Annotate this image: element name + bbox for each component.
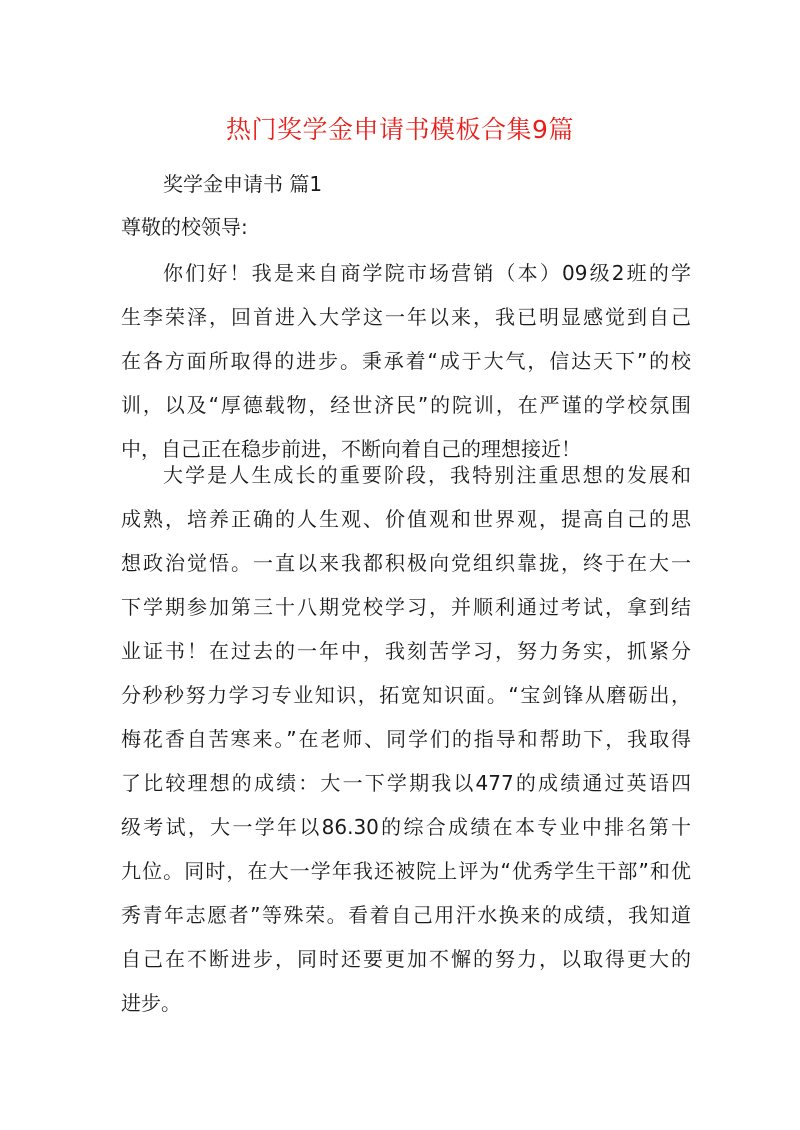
paragraph-line: 自己在不断进步，同时还要更加不懈的努力，以取得更大的: [121, 947, 691, 971]
paragraph-1: [121, 251, 691, 471]
paragraph-line: 你们好！我是来自商学院市场营销（本）09级2班的学: [163, 261, 691, 285]
paragraph-line: 成熟，培养正确的人生观、价值观和世界观，提高自己的思: [121, 507, 691, 531]
document-title: 热门奖学金申请书模板合集9篇: [226, 115, 574, 144]
paragraph-line: 中，自己正在稳步前进，不断向着自己的理想接近！: [121, 437, 581, 461]
paragraph-line: 分秒秒努力学习专业知识，拓宽知识面。“宝剑锋从磨砺出，: [121, 683, 691, 707]
section-heading: 奖学金申请书 篇1: [163, 172, 323, 196]
paragraph-line: 进步。: [121, 991, 181, 1015]
salutation: 尊敬的校领导:: [121, 215, 248, 239]
paragraph-line: 生李荣泽，回首进入大学这一年以来，我已明显感觉到自己: [121, 305, 691, 329]
paragraph-line: 大学是人生成长的重要阶段，我特别注重思想的发展和: [163, 463, 691, 487]
paragraph-line: 级考试，大一学年以86.30的综合成绩在本专业中排名第十: [121, 815, 691, 839]
paragraph-line: 了比较理想的成绩：大一下学期我以477的成绩通过英语四: [121, 771, 691, 795]
paragraph-line: 秀青年志愿者”等殊荣。看着自己用汗水换来的成绩，我知道: [121, 903, 691, 927]
paragraph-2: [121, 453, 691, 1025]
paragraph-line: 想政治觉悟。一直以来我都积极向党组织靠拢，终于在大一: [121, 551, 691, 575]
paragraph-line: 业证书！在过去的一年中，我刻苦学习，努力务实，抓紧分: [121, 639, 691, 663]
paragraph-line: 训，以及“厚德载物，经世济民”的院训，在严谨的学校氛围: [121, 393, 691, 417]
paragraph-line: 九位。同时，在大一学年我还被院上评为“优秀学生干部”和优: [121, 859, 691, 883]
paragraph-line: 在各方面所取得的进步。秉承着“成于大气，信达天下”的校: [121, 349, 691, 373]
paragraph-line: 梅花香自苦寒来。”在老师、同学们的指导和帮助下，我取得: [121, 727, 691, 751]
paragraph-line: 下学期参加第三十八期党校学习，并顺利通过考试，拿到结: [121, 595, 691, 619]
